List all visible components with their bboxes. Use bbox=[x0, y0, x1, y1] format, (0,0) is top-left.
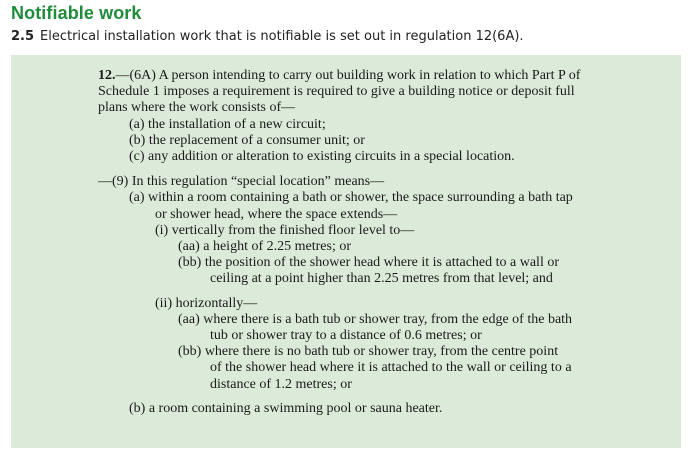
paragraph-number: 2.5 bbox=[11, 29, 35, 44]
reg-9a-i-bb-line-2: ceiling at a point higher than 2.25 metres from that level; and bbox=[210, 271, 553, 287]
paragraph-text: Electrical installation work that is notifiable is set out in regulation 12(6A). bbox=[40, 29, 524, 44]
reg-9a-ii-aa-line-1: (aa) where there is a bath tub or shower tray, from the edge of the bath bbox=[178, 311, 573, 327]
reg-9b: (b) a room containing a swimming pool or sauna heater. bbox=[129, 400, 443, 416]
reg-intro-line-3: plans where the work consists of— bbox=[98, 100, 296, 116]
reg-9a-ii-bb-line-3: distance of 1.2 metres; or bbox=[210, 376, 352, 392]
section-heading: Notifiable work bbox=[11, 3, 142, 23]
reg-item-b: (b) the replacement of a consumer unit; or bbox=[129, 132, 365, 148]
reg-number: 12. bbox=[98, 68, 116, 83]
reg-intro-text: —(6A) A person intending to carry out building work in relation to which Part P of bbox=[115, 68, 581, 83]
reg-item-a: (a) the installation of a new circuit; bbox=[129, 116, 326, 132]
reg-9a-i-aa: (aa) a height of 2.25 metres; or bbox=[178, 239, 351, 255]
reg-intro-line-1 bbox=[98, 68, 618, 84]
reg-9a-i: (i) vertically from the finished floor level to— bbox=[155, 222, 415, 238]
reg-9-heading: —(9) In this regulation “special location” means— bbox=[98, 174, 385, 190]
reg-9a-i-bb-line-1: (bb) the position of the shower head where it is attached to a wall or bbox=[178, 255, 559, 271]
reg-item-c: (c) any addition or alteration to existing circuits in a special location. bbox=[129, 149, 515, 165]
reg-9a-ii-bb-line-1: (bb) where there is no bath tub or shower tray, from the centre point bbox=[178, 344, 559, 360]
reg-9a-line-2: or shower head, where the space extends— bbox=[155, 206, 398, 222]
reg-9a-ii: (ii) horizontally— bbox=[155, 295, 258, 311]
reg-9a-ii-bb-line-2: of the shower head where it is attached to the wall or ceiling to a bbox=[210, 360, 572, 376]
reg-9a-line-1: (a) within a room containing a bath or shower, the space surrounding a bath tap bbox=[129, 190, 573, 206]
reg-intro-line-2: Schedule 1 imposes a requirement is required to give a building notice or deposit full bbox=[98, 84, 575, 100]
paragraph-2-5 bbox=[11, 29, 524, 44]
reg-9a-ii-aa-line-2: tub or shower tray to a distance of 0.6 metres; or bbox=[210, 328, 482, 344]
regulation-text bbox=[98, 68, 618, 417]
